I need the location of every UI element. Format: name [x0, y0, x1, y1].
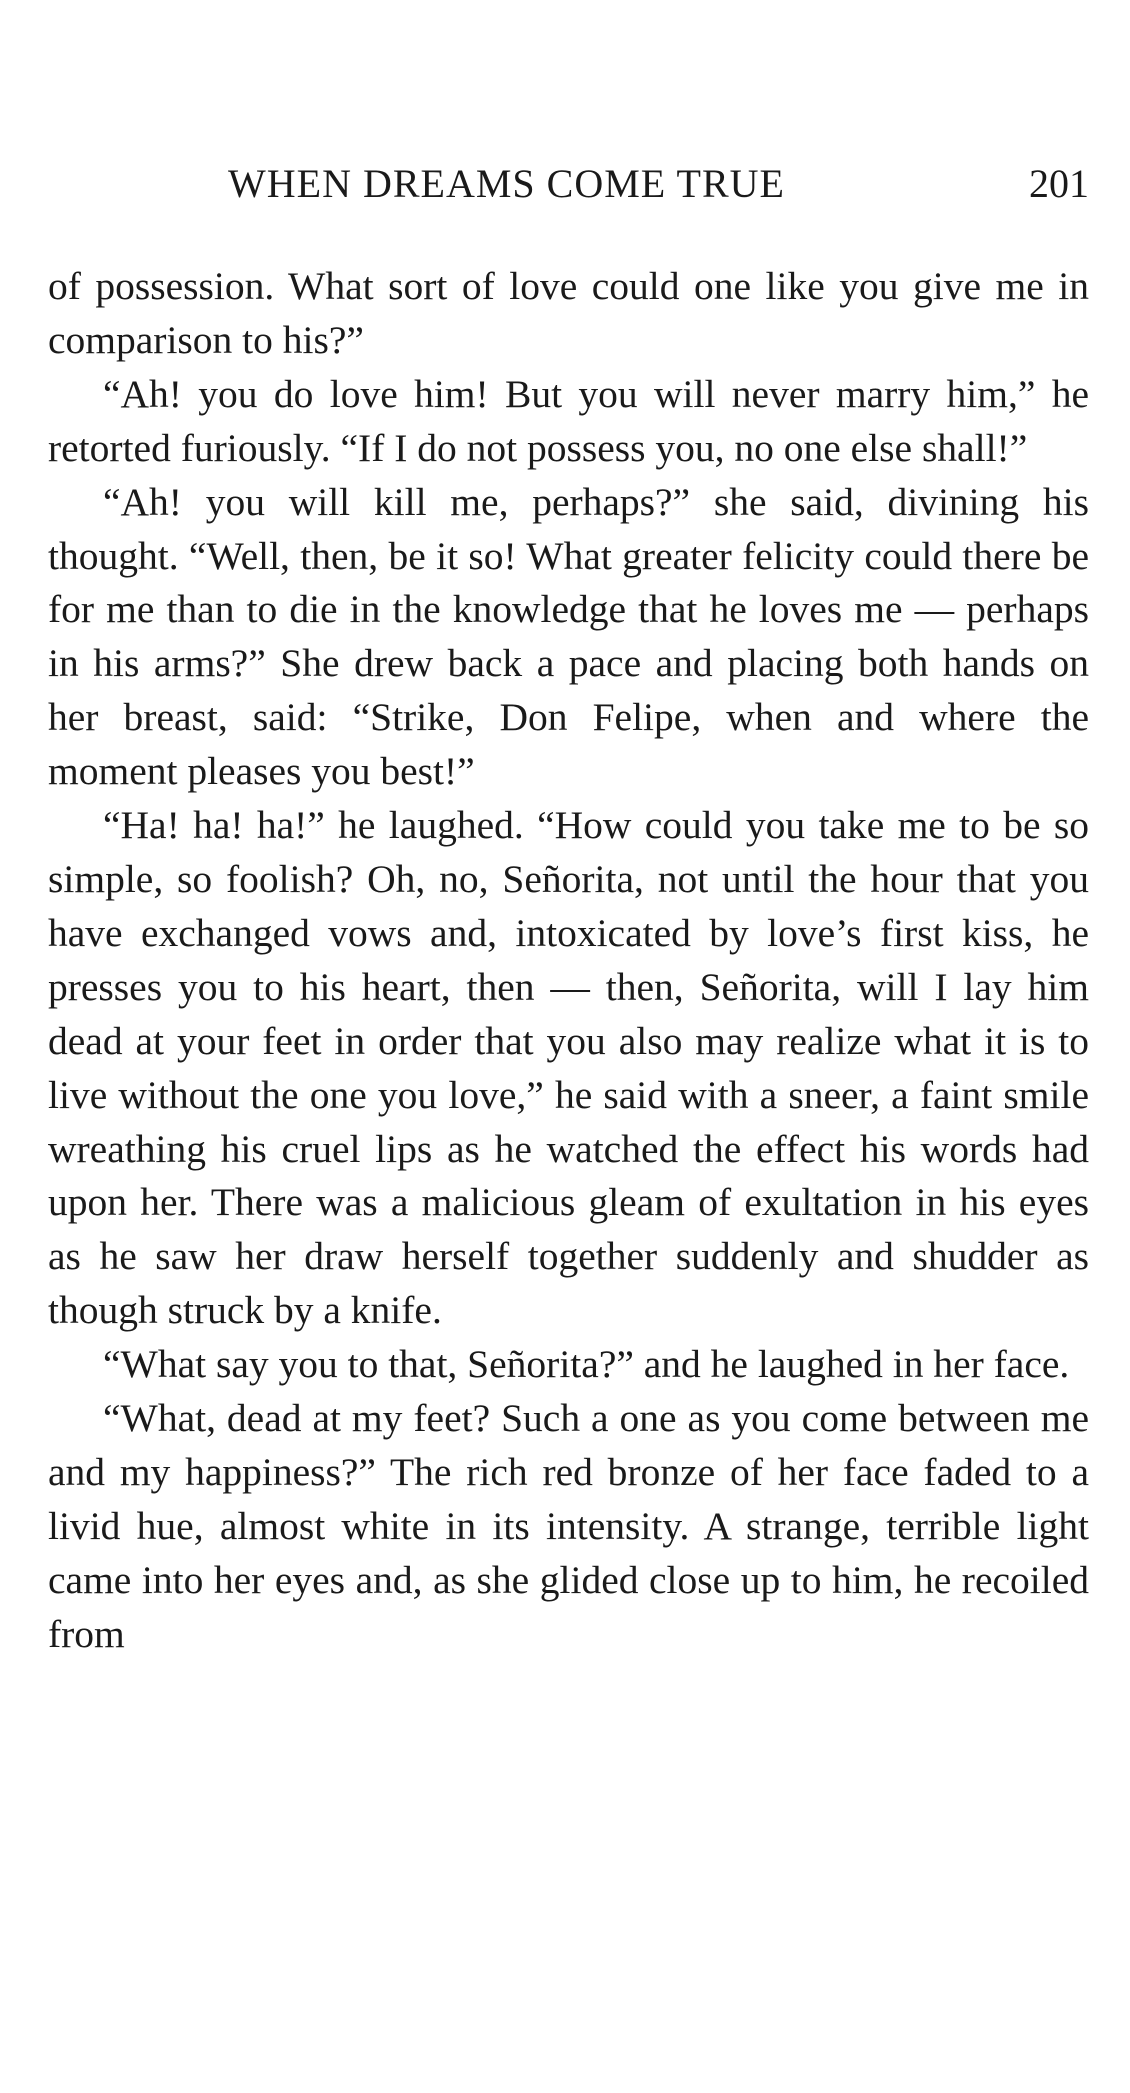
- paragraph-continued: of possession. What sort of love could one like you give me in comparison to his?”: [48, 264, 1089, 362]
- running-title: WHEN DREAMS COME TRUE: [228, 161, 785, 206]
- paragraph: “What, dead at my feet? Such a one as you come between me and my happiness?” The rich red bronze of her face faded to a livid hue, almost white in its intensity. A strange, terrible light came into her eyes and, as she glided close up to him, he recoiled from: [48, 1396, 1089, 1656]
- body-text: [48, 260, 1089, 1662]
- page-number: 201: [1029, 161, 1089, 206]
- paragraph: “Ha! ha! ha!” he laughed. “How could you take me to be so simple, so foolish? Oh, no, Señorita, not until the hour that you have exchanged vows and, intoxicated by love’s first kiss, he presses you to his heart, then — then, Señorita, will I lay him dead at your feet in order that you also may realize what it is to live without the one you love,” he said with a sneer, a faint smile wreathing his cruel lips as he watched the effect his words had upon her. There was a malicious gleam of exultation in his eyes as he saw her draw herself together suddenly and shudder as though struck by a knife.: [48, 803, 1089, 1333]
- paragraph: “Ah! you will kill me, perhaps?” she said, divining his thought. “Well, then, be it so! What greater felicity could there be for me than to die in the knowledge that he loves me — perhaps in his arms?” She drew back a pace and placing both hands on her breast, said: “Strike, Don Felipe, when and where the moment pleases you best!”: [48, 479, 1089, 794]
- paragraph: “Ah! you do love him! But you will never marry him,” he retorted furiously. “If I do not possess you, no one else shall!”: [48, 371, 1089, 470]
- paragraph: “What say you to that, Señorita?” and he laughed in her face.: [103, 1342, 1070, 1387]
- book-page: [48, 160, 1089, 1662]
- running-head: [48, 160, 1089, 220]
